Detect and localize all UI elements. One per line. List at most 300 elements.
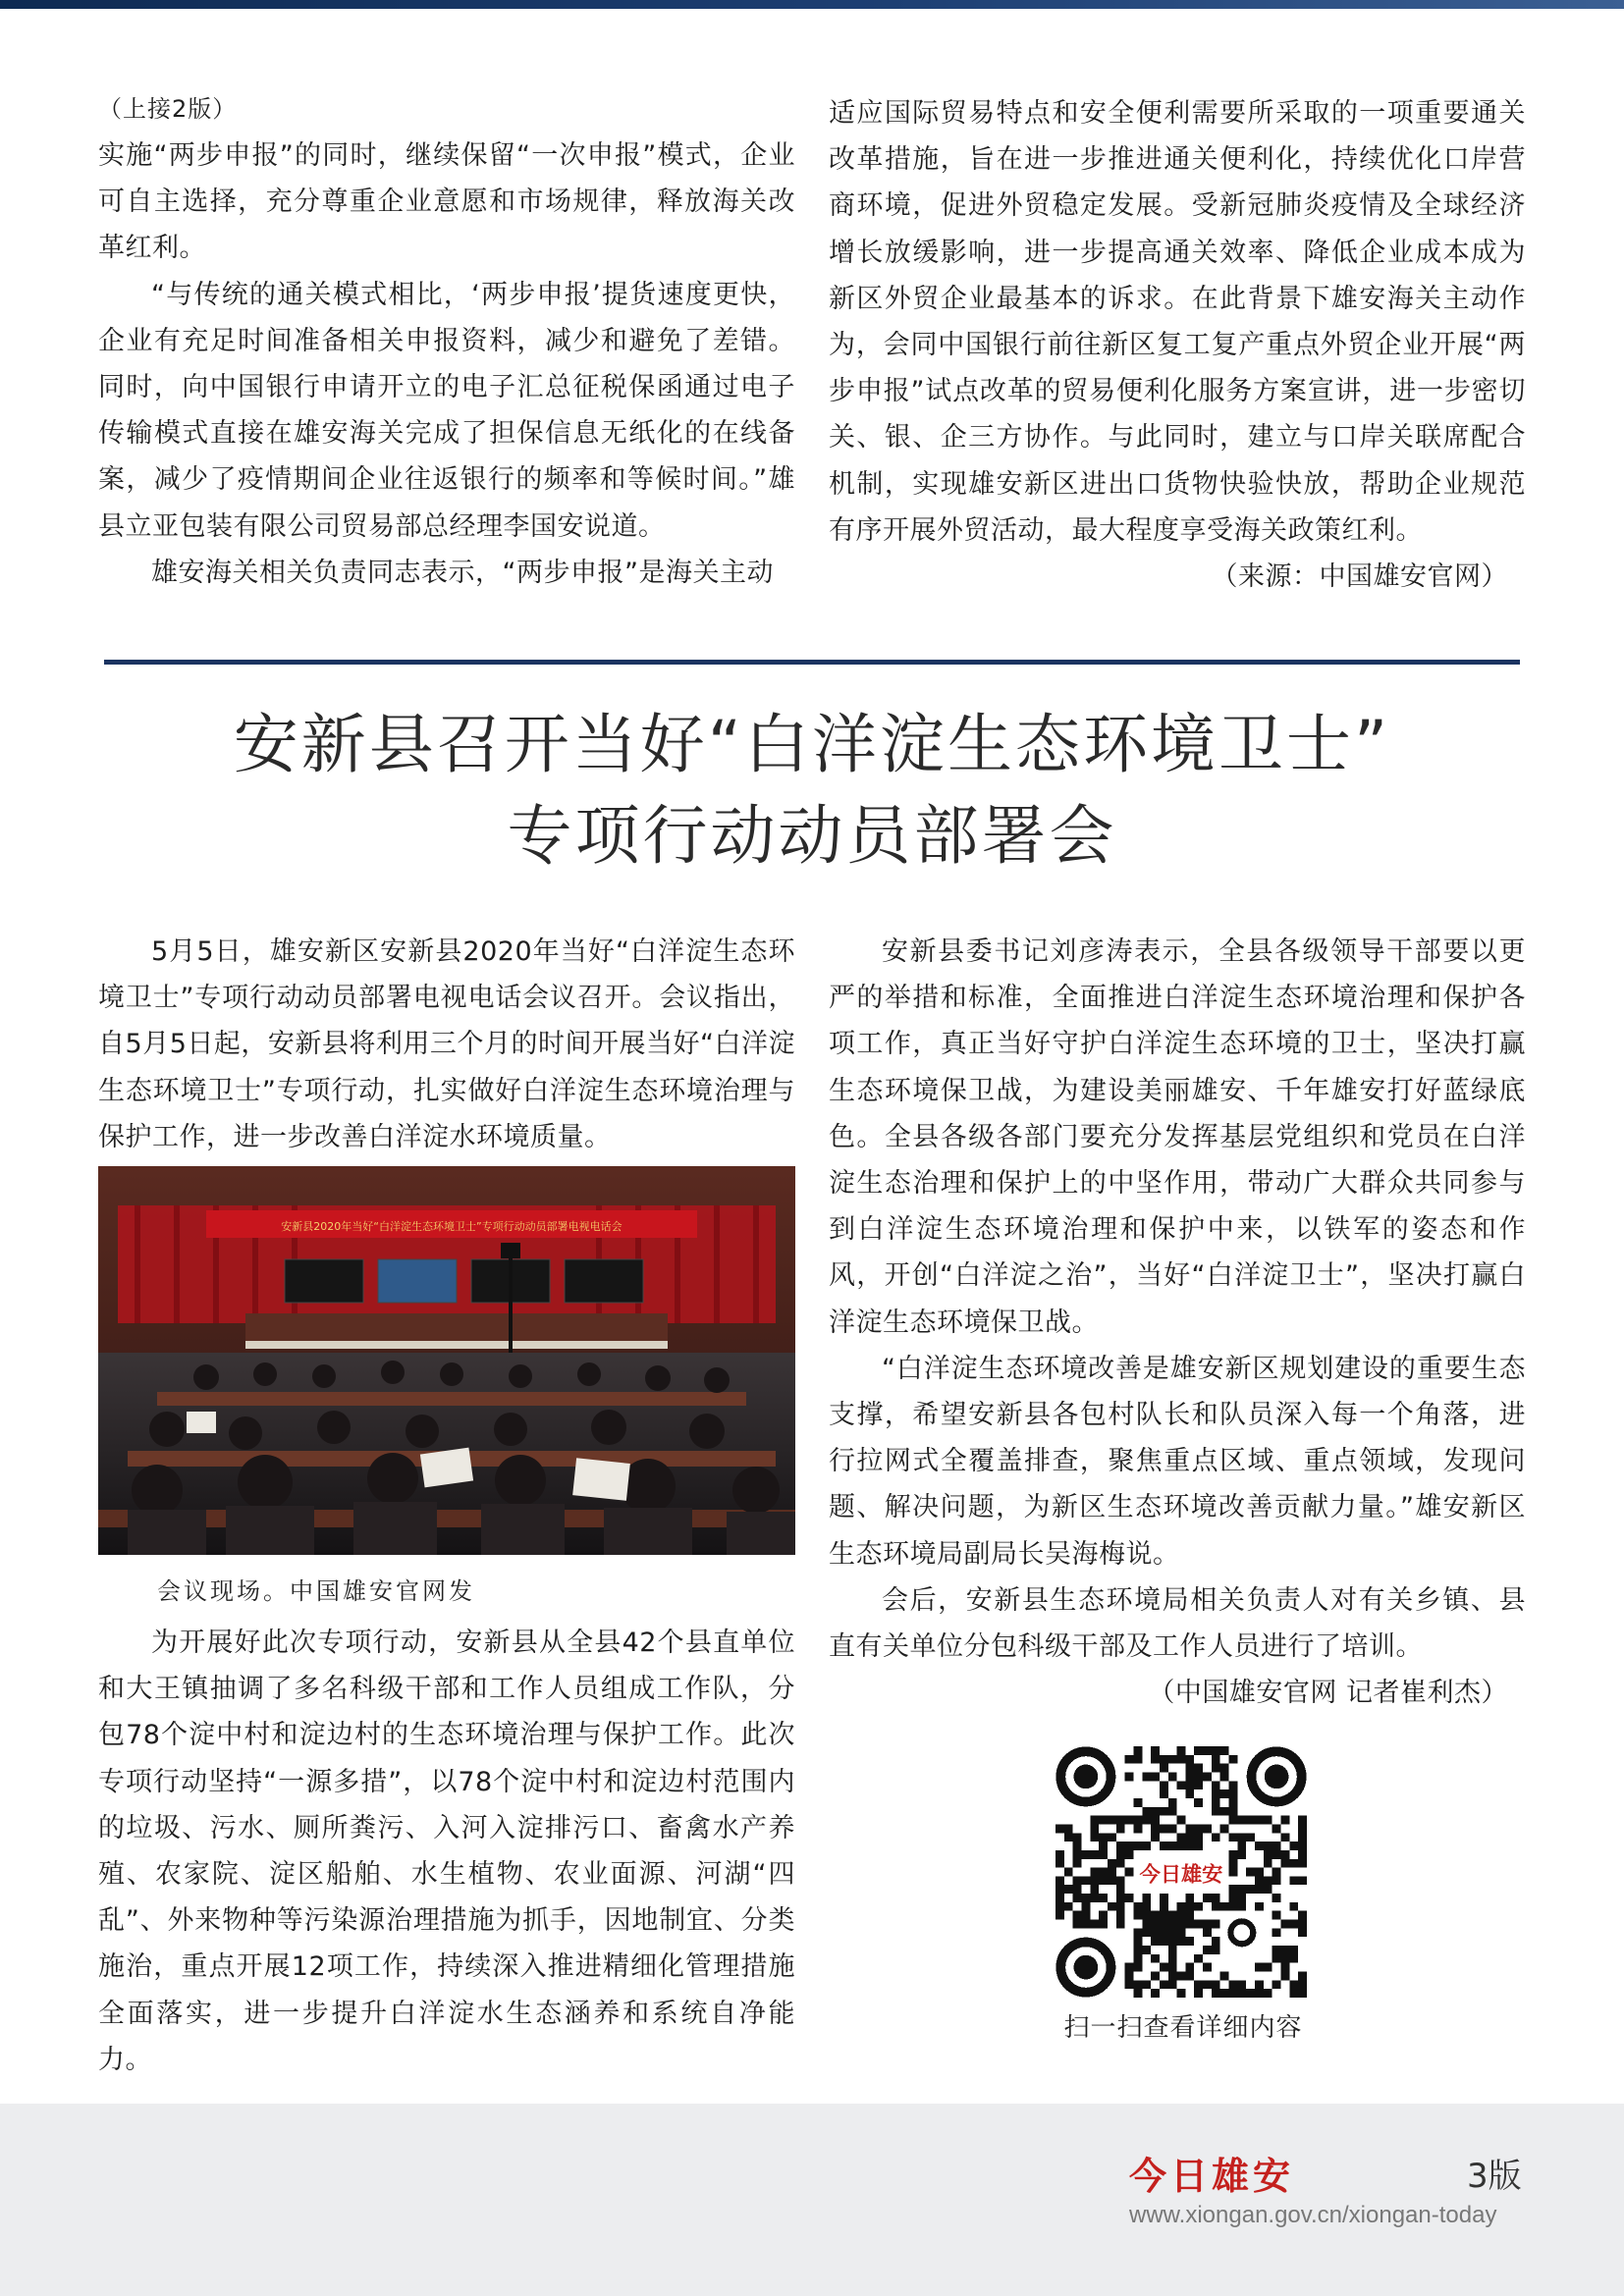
paragraph: 会后，安新县生态环境局相关负责人对有关乡镇、县直有关单位分包科级干部及工作人员进行了培训。 [829, 1584, 1526, 1663]
qr-module [1177, 1902, 1186, 1911]
qr-module [1289, 1989, 1298, 1998]
qr-module [1298, 1816, 1307, 1825]
qr-module [1298, 1989, 1307, 1998]
qr-module [1237, 1902, 1246, 1911]
qr-module [1281, 1954, 1290, 1963]
qr-module [1160, 1755, 1168, 1764]
qr-module [1264, 1963, 1272, 1972]
qr-module [1298, 1920, 1307, 1929]
qr-module [1073, 1833, 1082, 1842]
qr-module [1099, 1911, 1108, 1920]
qr-module [1185, 1755, 1194, 1764]
qr-module [1281, 1972, 1290, 1981]
qr-module [1298, 1928, 1307, 1937]
paragraph: 为开展好此次专项行动，安新县从全县42个县直单位和大王镇抽调了多名科级干部和工作人员组成工作队，分包78个淀中村和淀边村的生态环境治理与保护工作。此次专项行动坚持“一源多措”，以78个淀中村和淀边村范围内的垃圾、污水、厕所粪污、入河入淀排污口、畜禽水产养殖、农家院、淀区船舶、水生植物、农业面源、河湖“四乱”、外来物种等污染源治理措施为抓手，因地制宜、分类施治，重点开展12项工作，持续深入推进精细化管理措施全面落实，进一步提升白洋淀水生态涵养和系统自净能力。 [98, 1628, 795, 2075]
qr-module [1298, 1859, 1307, 1868]
qr-module [1203, 1963, 1212, 1972]
qr-module [1194, 1902, 1203, 1911]
qr-module [1272, 1842, 1281, 1850]
qr-module [1099, 1833, 1108, 1842]
qr-module [1237, 1833, 1246, 1842]
qr-module [1212, 1781, 1220, 1789]
qr-module [1168, 1911, 1177, 1920]
qr-module [1185, 1833, 1194, 1842]
qr-module [1272, 1928, 1281, 1937]
qr-module [1264, 1859, 1272, 1868]
qr-module [1185, 1781, 1194, 1789]
qr-module [1168, 1972, 1177, 1981]
qr-module [1229, 1781, 1238, 1789]
qr-module [1108, 1816, 1116, 1825]
qr-module [1056, 1902, 1064, 1911]
qr-module [1073, 1911, 1082, 1920]
qr-module [1151, 1928, 1160, 1937]
qr-module [1229, 1894, 1238, 1902]
qr-module [1090, 1816, 1099, 1825]
qr-module [1194, 1980, 1203, 1989]
qr-module [1090, 1850, 1099, 1859]
paragraph: 雄安海关相关负责同志表示，“两步申报”是海关主动 [151, 557, 774, 588]
article-left-column-intro [98, 929, 795, 1160]
qr-module [1116, 1920, 1125, 1929]
qr-module [1281, 1859, 1290, 1868]
qr-module [1160, 1789, 1168, 1798]
qr-module [1160, 1937, 1168, 1946]
qr-module [1185, 1920, 1194, 1929]
qr-module [1142, 1894, 1151, 1902]
qr-module [1177, 1755, 1186, 1764]
qr-module [1099, 1816, 1108, 1825]
qr-module [1151, 1833, 1160, 1842]
qr-module [1203, 1894, 1212, 1902]
qr-module [1255, 1989, 1264, 1998]
qr-module [1168, 1842, 1177, 1850]
qr-module [1168, 1755, 1177, 1764]
meeting-photo-illustration [98, 1166, 795, 1555]
qr-module [1116, 1842, 1125, 1850]
qr-module [1160, 1911, 1168, 1920]
qr-module [1168, 1807, 1177, 1816]
qr-module [1229, 1807, 1238, 1816]
photo-caption: 会议现场。中国雄安官网发 [157, 1577, 475, 1605]
qr-module [1264, 1876, 1272, 1885]
qr-module [1108, 1859, 1116, 1868]
qr-module [1272, 1894, 1281, 1902]
qr-module [1272, 1980, 1281, 1989]
qr-module [1220, 1989, 1229, 1998]
qr-module [1272, 1876, 1281, 1885]
qr-module [1255, 1876, 1264, 1885]
qr-module [1142, 1946, 1151, 1954]
qr-module [1177, 1816, 1186, 1825]
qr-module [1177, 1928, 1186, 1937]
qr-module [1108, 1833, 1116, 1842]
qr-module [1237, 1842, 1246, 1850]
qr-module [1185, 1842, 1194, 1850]
qr-module [1142, 1928, 1151, 1937]
qr-module [1255, 1885, 1264, 1894]
qr-module [1142, 1842, 1151, 1850]
qr-module [1151, 1755, 1160, 1764]
qr-prompt: 扫一扫查看详细内容 [1063, 2013, 1303, 2043]
qr-module [1133, 1798, 1142, 1807]
headline-line-2: 专项行动动员部署会 [507, 798, 1117, 874]
qr-module [1289, 1920, 1298, 1929]
article-source: （中国雄安官网 记者崔利杰） [1148, 1678, 1508, 1709]
qr-module [1194, 1824, 1203, 1833]
qr-module [1160, 1920, 1168, 1929]
qr-module [1177, 1781, 1186, 1789]
qr-module [1142, 1911, 1151, 1920]
qr-module [1151, 1807, 1160, 1816]
qr-module [1151, 1989, 1160, 1998]
qr-module [1090, 1833, 1099, 1842]
section-divider [104, 660, 1520, 665]
qr-module [1185, 1963, 1194, 1972]
qr-module [1116, 1885, 1125, 1894]
qr-module [1064, 1885, 1073, 1894]
qr-module [1220, 1807, 1229, 1816]
qr-module [1064, 1833, 1073, 1842]
qr-module [1133, 1842, 1142, 1850]
qr-module [1255, 1980, 1264, 1989]
qr-module [1108, 1876, 1116, 1885]
qr-module [1185, 1789, 1194, 1798]
qr-module [1212, 1807, 1220, 1816]
continued-article-right-column [829, 90, 1526, 600]
qr-module [1116, 1824, 1125, 1833]
qr-module [1203, 1946, 1212, 1954]
qr-module [1073, 1885, 1082, 1894]
qr-module [1229, 1989, 1238, 1998]
meeting-photo [98, 1166, 795, 1555]
qr-module [1056, 1911, 1064, 1920]
qr-module [1185, 1772, 1194, 1781]
qr-module [1116, 1894, 1125, 1902]
paragraph: 5月5日，雄安新区安新县2020年当好“白洋淀生态环境卫士”专项行动动员部署电视电话会议召开。会议指出，自5月5日起，安新县将利用三个月的时间开展当好“白洋淀生态环境卫士”专项行动，扎实做好白洋淀生态环境治理与保护工作，进一步改善白洋淀水环境质量。 [98, 936, 795, 1152]
qr-module [1056, 1894, 1064, 1902]
qr-module [1133, 1746, 1142, 1755]
qr-module [1229, 1816, 1238, 1825]
qr-module [1185, 1972, 1194, 1981]
qr-center-label: 今日雄安 [1139, 1861, 1223, 1887]
footer-url[interactable]: www.xiongan.gov.cn/xiongan-today [1129, 2202, 1497, 2228]
qr-module [1255, 1842, 1264, 1850]
qr-module [1212, 1789, 1220, 1798]
qr-module [1133, 1902, 1142, 1911]
qr-module [1212, 1894, 1220, 1902]
qr-module [1220, 1746, 1229, 1755]
qr-module [1194, 1842, 1203, 1850]
qr-module [1212, 1798, 1220, 1807]
qr-module [1099, 1894, 1108, 1902]
qr-module [1237, 1885, 1246, 1894]
qr-module [1246, 1816, 1255, 1825]
qr-module [1177, 1833, 1186, 1842]
qr-module [1203, 1928, 1212, 1937]
qr-module [1237, 1850, 1246, 1859]
qr-module [1194, 1920, 1203, 1929]
qr-module [1289, 1859, 1298, 1868]
qr-module [1264, 1816, 1272, 1825]
qr-module [1203, 1772, 1212, 1781]
qr-module [1056, 1850, 1064, 1859]
qr-module [1081, 1876, 1090, 1885]
qr-module [1168, 1928, 1177, 1937]
qr-module [1177, 1920, 1186, 1929]
qr-module [1073, 1876, 1082, 1885]
qr-module [1298, 1980, 1307, 1989]
qr-module [1298, 1876, 1307, 1885]
qr-module [1272, 1824, 1281, 1833]
qr-module [1220, 1764, 1229, 1773]
qr-module [1298, 1911, 1307, 1920]
qr-module [1090, 1868, 1099, 1877]
qr-module [1160, 1764, 1168, 1773]
qr-module [1212, 1755, 1220, 1764]
qr-module [1177, 1911, 1186, 1920]
paragraph: “与传统的通关模式相比，‘两步申报’提货速度更快，企业有充足时间准备相关申报资料，减少和避免了差错。同时，向中国银行申请开立的电子汇总征税保函通过电子传输模式直接在雄安海关完成了担保信息无纸化的在线备案，减少了疫情期间企业往返银行的频率和等候时间。”雄县立亚包装有限公司贸易部总经理李国安说道。 [98, 279, 795, 542]
page-number: 3版 [1467, 2157, 1522, 2196]
qr-module [1185, 1894, 1194, 1902]
qr-module [1168, 1772, 1177, 1781]
qr-module [1212, 1937, 1220, 1946]
qr-module [1125, 1894, 1134, 1902]
qr-module [1133, 1755, 1142, 1764]
qr-module [1177, 1842, 1186, 1850]
qr-module [1151, 1824, 1160, 1833]
qr-module [1229, 1833, 1238, 1842]
qr-module [1142, 1816, 1151, 1825]
qr-module [1090, 1920, 1099, 1929]
qr-module [1056, 1824, 1064, 1833]
qr-module [1081, 1902, 1090, 1911]
qr-module [1073, 1894, 1082, 1902]
qr-module [1229, 1902, 1238, 1911]
qr-module [1185, 1764, 1194, 1773]
qr-module [1133, 1824, 1142, 1833]
qr-module [1142, 1772, 1151, 1781]
qr-module [1194, 1772, 1203, 1781]
qr-module [1160, 1928, 1168, 1937]
qr-module [1194, 1764, 1203, 1773]
qr-module [1064, 1868, 1073, 1877]
qr-module [1151, 1816, 1160, 1825]
qr-module [1246, 1989, 1255, 1998]
qr-module [1229, 1798, 1238, 1807]
qr-module [1246, 1868, 1255, 1877]
qr-module [1185, 1902, 1194, 1911]
qr-module [1272, 1954, 1281, 1963]
qr-module [1177, 1937, 1186, 1946]
qr-module [1090, 1824, 1099, 1833]
qr-module [1298, 1842, 1307, 1850]
qr-module [1073, 1842, 1082, 1850]
qr-module [1264, 1885, 1272, 1894]
qr-module [1081, 1911, 1090, 1920]
qr-module [1272, 1850, 1281, 1859]
qr-module [1073, 1850, 1082, 1859]
qr-module [1281, 1946, 1290, 1954]
qr-module [1246, 1885, 1255, 1894]
qr-module [1281, 1833, 1290, 1842]
qr-module [1125, 1842, 1134, 1850]
qr-module [1133, 1946, 1142, 1954]
qr-module [1177, 1989, 1186, 1998]
qr-module [1289, 1946, 1298, 1954]
qr-module [1081, 1894, 1090, 1902]
qr-module [1168, 1798, 1177, 1807]
continued-article-left-column [98, 86, 795, 596]
qr-module [1099, 1876, 1108, 1885]
qr-module [1133, 1816, 1142, 1825]
paragraph: 安新县委书记刘彦涛表示，全县各级领导干部要以更严的举措和标准，全面推进白洋淀生态环境治理和保护各项工作，真正当好守护白洋淀生态环境的卫士，坚决打赢生态环境保卫战，为建设美丽雄安、千年雄安打好蓝绿底色。全县各级各部门要充分发挥基层党组织和党员在白洋淀生态治理和保护上的中坚作用，带动广大群众共同参与到白洋淀生态环境治理和保护中来，以铁军的姿态和作风，开创“白洋淀之治”，当好“白洋淀卫士”，坚决打赢白洋淀生态环境保卫战。 [829, 936, 1526, 1338]
qr-module [1281, 1816, 1290, 1825]
qr-module [1220, 1902, 1229, 1911]
qr-module [1194, 1989, 1203, 1998]
qr-module [1151, 1937, 1160, 1946]
qr-module [1133, 1980, 1142, 1989]
qr-module [1056, 1859, 1064, 1868]
qr-module [1081, 1850, 1090, 1859]
qr-module [1116, 1816, 1125, 1825]
qr-module [1151, 1954, 1160, 1963]
paragraph: 适应国际贸易特点和安全便利需要所采取的一项重要通关改革措施，旨在进一步推进通关便利化，持续优化口岸营商环境，促进外贸稳定发展。受新冠肺炎疫情及全球经济增长放缓影响，进一步提高通关效率、降低企业成本成为新区外贸企业最基本的诉求。在此背景下雄安海关主动作为，会同中国银行前往新区复工复产重点外贸企业开展“两步申报”试点改革的贸易便利化服务方案宣讲，进一步密切关、银、企三方协作。与此同时，建立与口岸关联席配合机制，实现雄安新区进出口货物快验快放，帮助企业规范有序开展外贸活动，最大程度享受海关政策红利。 [829, 98, 1526, 546]
article-source: （来源：中国雄安官网） [1211, 561, 1508, 593]
qr-module [1229, 1980, 1238, 1989]
top-color-bar [0, 0, 1624, 9]
qr-module [1185, 1937, 1194, 1946]
qr-module [1229, 1859, 1238, 1868]
photo-banner-text: 安新县2020年当好“白洋淀生态环境卫士”专项行动动员部署电视电话会 [281, 1220, 623, 1233]
qr-module [1272, 1868, 1281, 1877]
qr-module [1194, 1833, 1203, 1842]
qr-module [1194, 1781, 1203, 1789]
qr-module [1289, 1842, 1298, 1850]
qr-module [1220, 1789, 1229, 1798]
qr-module [1116, 1911, 1125, 1920]
qr-module [1298, 1824, 1307, 1833]
qr-module [1212, 1920, 1220, 1929]
qr-module [1289, 1980, 1298, 1989]
qr-module [1212, 1833, 1220, 1842]
qr-module [1168, 1963, 1177, 1972]
qr-module [1099, 1842, 1108, 1850]
qr-module [1255, 1868, 1264, 1877]
qr-module [1298, 1850, 1307, 1859]
qr-module [1237, 1980, 1246, 1989]
qr-code-pattern [1056, 1745, 1307, 1999]
qr-module [1246, 1833, 1255, 1842]
qr-module [1203, 1920, 1212, 1929]
qr-module [1160, 1824, 1168, 1833]
qr-module [1133, 1989, 1142, 1998]
qr-module [1073, 1920, 1082, 1929]
qr-module [1194, 1954, 1203, 1963]
qr-module [1151, 1920, 1160, 1929]
article-left-column-body [98, 1620, 795, 2083]
qr-module [1203, 1824, 1212, 1833]
paragraph: 实施“两步申报”的同时，继续保留“一次申报”模式，企业可自主选择，充分尊重企业意愿和市场规律，释放海关改革红利。 [98, 140, 795, 264]
qr-module [1212, 1980, 1220, 1989]
qr-module [1212, 1946, 1220, 1954]
qr-module [1108, 1902, 1116, 1911]
qr-module [1090, 1894, 1099, 1902]
qr-module [1220, 1972, 1229, 1981]
qr-module [1108, 1868, 1116, 1877]
brand-logo-text: 今日雄安 [1129, 2154, 1295, 2198]
article-right-column [829, 929, 1526, 1716]
article-headline [98, 699, 1526, 881]
qr-module [1237, 1894, 1246, 1902]
qr-module [1203, 1980, 1212, 1989]
qr-module [1160, 1842, 1168, 1850]
qr-module [1160, 1894, 1168, 1902]
qr-module [1090, 1885, 1099, 1894]
qr-module [1220, 1824, 1229, 1833]
qr-module [1160, 1963, 1168, 1972]
qr-module [1116, 1850, 1125, 1859]
qr-module [1255, 1963, 1264, 1972]
qr-module [1056, 1876, 1064, 1885]
qr-module [1125, 1972, 1134, 1981]
qr-module [1298, 1972, 1307, 1981]
qr-module [1168, 1920, 1177, 1929]
qr-module [1289, 1876, 1298, 1885]
continuation-note: （上接2版） [98, 95, 238, 123]
qr-module [1168, 1824, 1177, 1833]
qr-module [1185, 1911, 1194, 1920]
qr-module [1116, 1859, 1125, 1868]
qr-module [1212, 1746, 1220, 1755]
qr-module [1151, 1911, 1160, 1920]
qr-module [1220, 1772, 1229, 1781]
qr-module [1194, 1798, 1203, 1807]
qr-module [1229, 1850, 1238, 1859]
qr-module [1185, 1824, 1194, 1833]
qr-module [1073, 1859, 1082, 1868]
qr-module [1281, 1850, 1290, 1859]
qr-module [1160, 1807, 1168, 1816]
qr-module [1116, 1902, 1125, 1911]
qr-module [1133, 1954, 1142, 1963]
qr-module [1272, 1911, 1281, 1920]
qr-module [1142, 1980, 1151, 1989]
qr-code[interactable] [1056, 1745, 1307, 1999]
qr-module [1133, 1928, 1142, 1937]
qr-module [1151, 1772, 1160, 1781]
qr-module [1168, 1946, 1177, 1954]
qr-module [1125, 1980, 1134, 1989]
qr-module [1229, 1868, 1238, 1877]
qr-module [1264, 1842, 1272, 1850]
qr-module [1133, 1963, 1142, 1972]
qr-module [1142, 1920, 1151, 1929]
qr-module [1064, 1902, 1073, 1911]
qr-module [1125, 1963, 1134, 1972]
qr-module [1116, 1876, 1125, 1885]
qr-module [1160, 1781, 1168, 1789]
qr-module [1229, 1789, 1238, 1798]
qr-module [1281, 1920, 1290, 1929]
qr-module [1237, 1816, 1246, 1825]
qr-module [1125, 1816, 1134, 1825]
qr-module [1212, 1902, 1220, 1911]
qr-module [1168, 1937, 1177, 1946]
qr-module [1289, 1954, 1298, 1963]
qr-module [1125, 1772, 1134, 1781]
qr-module [1298, 1833, 1307, 1842]
